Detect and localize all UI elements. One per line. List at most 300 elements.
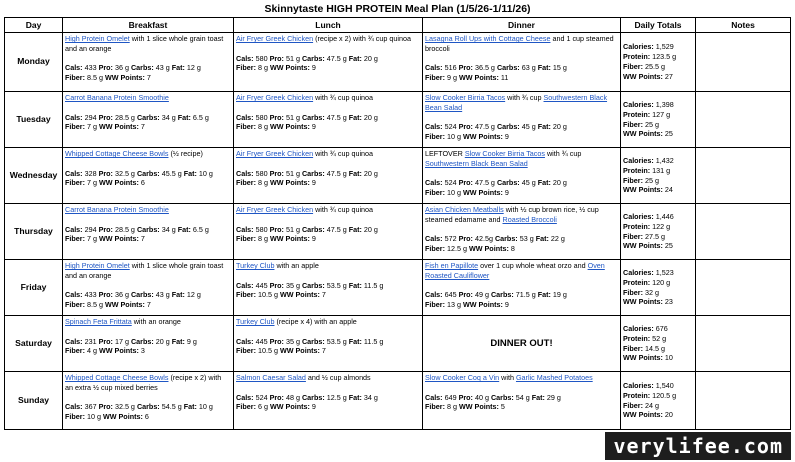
macro-value: 12.5 g	[324, 392, 347, 402]
macro-value: 10 g	[84, 412, 103, 422]
macro-value: 8	[508, 244, 515, 254]
macro-value: 32.5 g	[112, 168, 135, 178]
macro-value: 445	[253, 336, 268, 346]
header-row	[5, 18, 791, 33]
macro-value: 51 g	[283, 112, 300, 122]
total-value: 1,529	[653, 42, 674, 52]
macro-label: Cals:	[65, 112, 83, 122]
macro-value: 10 g	[196, 168, 213, 178]
macro-value: 45.5 g	[159, 168, 182, 178]
fiber-ww-line	[425, 188, 618, 198]
macro-label: Cals:	[236, 53, 254, 63]
macros-line	[236, 54, 420, 64]
macro-label: Carbs:	[496, 122, 520, 132]
total-value: 1,432	[653, 155, 674, 165]
macro-label: Fat:	[348, 336, 362, 346]
spacer	[236, 383, 420, 393]
recipe-link[interactable]: Slow Cooker Coq a Vin	[425, 373, 500, 382]
recipe-link[interactable]: Slow Cooker Birria Tacos	[464, 149, 545, 158]
meal-description: with ¾ cup quinoa	[313, 205, 374, 214]
macro-value: 47.5 g	[472, 178, 495, 188]
spacer	[236, 215, 420, 225]
total-label: Calories:	[623, 380, 654, 390]
breakfast-cell	[63, 33, 234, 92]
lunch-cell	[234, 372, 423, 430]
fiber-ww-line	[65, 234, 231, 244]
total-line	[623, 232, 693, 242]
macro-label: Fat:	[348, 53, 362, 63]
macro-label: WW Points:	[269, 63, 310, 73]
macro-label: Cals:	[425, 290, 443, 300]
total-label: WW Points:	[623, 185, 663, 195]
macro-value: 47.5 g	[472, 122, 495, 132]
day-row	[5, 204, 791, 260]
total-label: Calories:	[623, 211, 654, 221]
macro-label: Cals:	[65, 168, 83, 178]
macro-label: Carbs:	[494, 234, 518, 244]
macro-value: 71.5 g	[513, 290, 536, 300]
macro-label: WW Points:	[104, 73, 145, 83]
total-label: Protein:	[623, 52, 651, 62]
macro-value: 20 g	[361, 53, 378, 63]
macro-value: 36 g	[112, 63, 129, 73]
macro-label: WW Points:	[98, 122, 139, 132]
macro-value: 35 g	[283, 336, 300, 346]
dinner-cell	[423, 372, 621, 430]
meal-description: over 1 cup whole wheat orzo and	[478, 261, 588, 270]
total-value: 27	[662, 71, 673, 81]
lunch-cell	[234, 204, 423, 260]
total-value: 24 g	[642, 400, 659, 410]
macro-value: 11.5 g	[361, 280, 384, 290]
header-daily-totals: Daily Totals	[621, 18, 696, 33]
macro-label: Fiber:	[236, 290, 256, 300]
macro-value: 12 g	[184, 290, 201, 300]
macro-value: 649	[442, 392, 457, 402]
macro-value: 40 g	[472, 392, 489, 402]
total-label: Calories:	[623, 99, 654, 109]
macro-label: Fat:	[171, 336, 185, 346]
notes-cell[interactable]	[696, 260, 791, 316]
macro-value: 36.5 g	[472, 63, 495, 73]
macro-value: 45 g	[519, 178, 536, 188]
macro-value: 645	[442, 290, 457, 300]
macro-value: 22 g	[548, 234, 565, 244]
total-label: Protein:	[623, 109, 651, 119]
macro-value: 328	[82, 168, 97, 178]
spacer	[65, 327, 231, 337]
recipe-link[interactable]: Turkey Club	[236, 261, 275, 270]
day-label: Saturday	[5, 316, 63, 372]
total-value: 1,398	[653, 99, 674, 109]
macro-value: 51 g	[283, 168, 300, 178]
macro-value: 7	[319, 290, 326, 300]
macros-line	[425, 393, 618, 403]
total-line	[623, 185, 693, 195]
total-label: WW Points:	[623, 241, 663, 251]
macro-label: Cals:	[425, 122, 443, 132]
macro-value: 367	[82, 402, 97, 412]
macro-value: 8 g	[255, 63, 270, 73]
recipe-link[interactable]: Oven Roasted Cauliflower	[425, 261, 605, 280]
macros-line	[236, 281, 420, 291]
total-label: Fiber:	[623, 400, 643, 410]
spacer	[425, 281, 618, 291]
total-label: Protein:	[623, 277, 651, 287]
total-label: Fiber:	[623, 62, 643, 71]
macro-value: 29 g	[544, 392, 561, 402]
total-value: 10	[662, 353, 673, 363]
header-breakfast: Breakfast	[63, 18, 234, 33]
notes-cell[interactable]	[696, 148, 791, 204]
macro-label: Pro:	[98, 168, 113, 178]
total-label: Fiber:	[623, 231, 643, 241]
macro-value: 6.5 g	[190, 224, 209, 234]
macro-label: WW Points:	[104, 300, 145, 310]
macros-line	[65, 63, 231, 73]
day-row	[5, 92, 791, 148]
macro-value: 9	[309, 402, 316, 412]
recipe-link[interactable]: Carrot Banana Protein Smoothie	[65, 205, 169, 214]
total-label: Calories:	[623, 155, 654, 165]
macro-label: Fat:	[348, 224, 362, 234]
macro-value: 7	[138, 234, 145, 244]
macro-value: 13 g	[444, 300, 463, 310]
macro-value: 42.5g	[472, 234, 493, 244]
macro-value: 9	[502, 188, 509, 198]
macro-value: 9	[309, 178, 316, 188]
macro-label: Pro:	[269, 112, 284, 122]
spacer	[236, 271, 420, 281]
recipe-link[interactable]: High Protein Omelet	[65, 34, 130, 43]
total-line	[623, 100, 693, 110]
macro-label: Fiber:	[425, 300, 445, 310]
macro-label: Carbs:	[301, 168, 325, 178]
macro-label: Fat:	[531, 392, 545, 402]
lunch-cell	[234, 92, 423, 148]
total-line	[623, 176, 693, 186]
fiber-ww-line	[425, 402, 618, 412]
meal-description: with ¾ cup	[505, 93, 544, 102]
macro-value: 8.5 g	[84, 73, 105, 83]
macro-label: Fat:	[171, 290, 185, 300]
macro-label: Carbs:	[496, 178, 520, 188]
macro-label: WW Points:	[468, 244, 509, 254]
macro-value: 8 g	[255, 234, 270, 244]
macro-value: 433	[82, 63, 97, 73]
macro-label: WW Points:	[462, 188, 503, 198]
macros-line	[236, 113, 420, 123]
header-notes: Notes	[696, 18, 791, 33]
total-value: 1,540	[653, 380, 674, 390]
macro-label: WW Points:	[462, 300, 503, 310]
total-line	[623, 62, 693, 72]
macro-label: Fiber:	[236, 122, 256, 132]
recipe-link[interactable]: Spinach Feta Frittata	[65, 317, 132, 326]
total-line	[623, 278, 693, 288]
spacer	[425, 113, 618, 123]
total-value: 1,523	[653, 267, 674, 277]
macro-value: 43 g	[153, 63, 170, 73]
fiber-ww-line	[65, 346, 231, 356]
recipe-link[interactable]: Air Fryer Greek Chicken	[236, 34, 314, 43]
meal-description: (recipe x 2) with an extra ½ cup mixed berries	[65, 373, 222, 392]
recipe-link[interactable]: Air Fryer Greek Chicken	[236, 93, 314, 102]
macros-line	[425, 63, 618, 73]
macro-value: 8 g	[444, 402, 459, 412]
macro-label: Carbs:	[490, 392, 514, 402]
macro-label: Pro:	[458, 290, 473, 300]
recipe-link[interactable]: Southwestern Black Bean Salad	[425, 93, 608, 112]
macro-label: Fat:	[348, 392, 362, 402]
macro-value: 580	[253, 53, 268, 63]
meal-description: with ½ cup brown rice, ½ cup steamed edamame and	[425, 205, 599, 224]
macro-label: Fat:	[535, 234, 549, 244]
macro-value: 20 g	[550, 178, 567, 188]
macro-value: 445	[253, 280, 268, 290]
total-value: 24	[662, 185, 673, 195]
notes-cell[interactable]	[696, 204, 791, 260]
macro-label: Fat:	[348, 168, 362, 178]
macro-label: Pro:	[98, 224, 113, 234]
macro-value: 433	[82, 290, 97, 300]
macro-value: 34 g	[159, 112, 176, 122]
macro-label: Cals:	[425, 178, 443, 188]
recipe-link[interactable]: Air Fryer Greek Chicken	[236, 149, 314, 158]
macro-value: 8.5 g	[84, 300, 105, 310]
total-label: Fiber:	[623, 287, 643, 297]
macro-value: 47.5 g	[324, 168, 347, 178]
fiber-ww-line	[236, 178, 420, 188]
header-lunch: Lunch	[234, 18, 423, 33]
macro-label: Pro:	[269, 280, 284, 290]
macro-label: Pro:	[269, 168, 284, 178]
macro-value: 43 g	[153, 290, 170, 300]
fiber-ww-line	[65, 412, 231, 422]
spacer	[236, 159, 420, 169]
spacer	[425, 169, 618, 179]
total-line	[623, 401, 693, 411]
spacer	[65, 54, 231, 64]
macros-line	[236, 169, 420, 179]
macro-value: 20 g	[361, 224, 378, 234]
meal-description: with 1 slice whole grain toast and an orange	[65, 34, 224, 53]
daily-totals-cell	[621, 260, 696, 316]
macro-label: Fiber:	[65, 234, 85, 244]
macro-value: 4 g	[84, 346, 99, 356]
meal-prefix: LEFTOVER	[425, 149, 465, 158]
total-value: 131 g	[650, 165, 671, 175]
macro-value: 51 g	[283, 224, 300, 234]
spacer	[65, 159, 231, 169]
header-dinner: Dinner	[423, 18, 621, 33]
macro-label: Cals:	[236, 168, 254, 178]
recipe-link[interactable]: Air Fryer Greek Chicken	[236, 205, 314, 214]
notes-cell[interactable]	[696, 33, 791, 92]
macro-value: 10 g	[196, 402, 213, 412]
total-label: WW Points:	[623, 353, 663, 363]
macro-value: 45 g	[519, 122, 536, 132]
macro-label: WW Points:	[98, 346, 139, 356]
total-line	[623, 241, 693, 251]
macro-value: 9	[309, 122, 316, 132]
macros-line	[425, 290, 618, 300]
macro-label: Carbs:	[301, 280, 325, 290]
dinner-cell	[423, 204, 621, 260]
fiber-ww-line	[425, 244, 618, 254]
spacer	[425, 54, 618, 64]
macro-label: Fiber:	[236, 63, 256, 73]
notes-cell[interactable]	[696, 316, 791, 372]
recipe-link[interactable]: Slow Cooker Birria Tacos	[425, 93, 506, 102]
lunch-cell	[234, 33, 423, 92]
macros-line	[65, 402, 231, 412]
daily-totals-cell	[621, 204, 696, 260]
day-row	[5, 372, 791, 430]
macro-label: Fat:	[183, 168, 197, 178]
macro-label: Fat:	[537, 178, 551, 188]
macro-value: 10.5 g	[255, 346, 280, 356]
total-label: WW Points:	[623, 71, 663, 81]
total-line	[623, 222, 693, 232]
macro-label: Carbs:	[490, 290, 514, 300]
macro-label: WW Points:	[279, 290, 320, 300]
recipe-link[interactable]: Asian Chicken Meatballs	[425, 205, 504, 214]
total-label: Protein:	[623, 165, 651, 175]
fiber-ww-line	[236, 346, 420, 356]
macro-label: Fiber:	[65, 122, 85, 132]
total-label: Calories:	[623, 42, 654, 52]
total-line	[623, 381, 693, 391]
spacer	[236, 327, 420, 337]
recipe-link[interactable]: High Protein Omelet	[65, 261, 130, 270]
recipe-link[interactable]: Roasted Broccoli	[502, 214, 557, 224]
macros-line	[65, 225, 231, 235]
macro-value: 8 g	[255, 178, 270, 188]
macro-value: 7	[319, 346, 326, 356]
fiber-ww-line	[65, 73, 231, 83]
fiber-ww-line	[425, 73, 618, 83]
breakfast-cell	[63, 260, 234, 316]
notes-cell[interactable]	[696, 372, 791, 430]
total-value: 1,446	[653, 211, 674, 221]
macro-label: Fiber:	[236, 402, 256, 412]
macro-value: 53 g	[517, 234, 534, 244]
recipe-link[interactable]: Salmon Caesar Salad	[236, 373, 306, 382]
recipe-link[interactable]: Turkey Club	[236, 317, 275, 326]
total-value: 120 g	[650, 277, 671, 287]
macro-value: 34 g	[159, 224, 176, 234]
watermark: verylifee.com	[605, 432, 791, 460]
total-value: 120.5 g	[650, 390, 677, 400]
total-line	[623, 353, 693, 363]
macro-label: Pro:	[269, 336, 284, 346]
macro-label: Fiber:	[236, 346, 256, 356]
total-value: 52 g	[650, 333, 667, 343]
macro-value: 5	[498, 402, 505, 412]
total-line	[623, 72, 693, 82]
macro-label: Fiber:	[65, 178, 85, 188]
macro-value: 28.5 g	[112, 224, 135, 234]
breakfast-cell	[63, 148, 234, 204]
macro-label: WW Points:	[458, 402, 499, 412]
recipe-link[interactable]: Lasagna Roll Ups with Cottage Cheese	[425, 34, 551, 43]
macro-label: Fiber:	[236, 178, 256, 188]
meal-description: and ½ cup almonds	[305, 373, 371, 382]
macro-label: Fat:	[171, 63, 185, 73]
macros-line	[65, 169, 231, 179]
macro-value: 11	[498, 73, 509, 83]
macro-value: 6	[142, 412, 149, 422]
macro-value: 10.5 g	[255, 290, 280, 300]
day-label: Thursday	[5, 204, 63, 260]
recipe-link[interactable]: Whipped Cottage Cheese Bowls	[65, 373, 169, 382]
total-value: 23	[662, 297, 673, 307]
macros-line	[236, 337, 420, 347]
total-line	[623, 42, 693, 52]
lunch-cell	[234, 148, 423, 204]
macro-label: Carbs:	[130, 290, 154, 300]
macro-label: Cals:	[65, 63, 83, 73]
daily-totals-cell	[621, 148, 696, 204]
lunch-cell	[234, 316, 423, 372]
day-row	[5, 260, 791, 316]
macro-value: 32.5 g	[112, 402, 135, 412]
macro-label: Pro:	[458, 392, 473, 402]
macro-value: 524	[442, 178, 457, 188]
breakfast-cell	[63, 316, 234, 372]
macro-value: 8 g	[255, 122, 270, 132]
total-label: WW Points:	[623, 297, 663, 307]
macro-value: 580	[253, 112, 268, 122]
meal-description: and 1 cup steamed broccoli	[425, 34, 614, 53]
macro-label: Cals:	[65, 290, 83, 300]
macro-label: Carbs:	[130, 336, 154, 346]
macro-label: Fiber:	[65, 346, 85, 356]
recipe-link[interactable]: Garlic Mashed Potatoes	[515, 373, 593, 382]
recipe-link[interactable]: Southwestern Black Bean Salad	[425, 158, 528, 168]
macro-label: Fiber:	[425, 244, 445, 254]
macro-value: 20 g	[153, 336, 170, 346]
macro-value: 9	[502, 300, 509, 310]
daily-totals-cell	[621, 92, 696, 148]
total-value: 25.5 g	[642, 62, 665, 71]
spacer	[425, 383, 618, 393]
recipe-link[interactable]: Whipped Cottage Cheese Bowls	[65, 149, 169, 158]
macro-label: Carbs:	[136, 224, 160, 234]
macro-label: Pro:	[98, 63, 113, 73]
fiber-ww-line	[236, 234, 420, 244]
recipe-link[interactable]: Carrot Banana Protein Smoothie	[65, 93, 169, 102]
meal-description: with ¾ cup quinoa	[313, 149, 374, 158]
macros-line	[236, 393, 420, 403]
macro-value: 580	[253, 168, 268, 178]
breakfast-cell	[63, 204, 234, 260]
macro-label: Cals:	[425, 234, 443, 244]
macro-label: Fiber:	[425, 402, 445, 412]
notes-cell[interactable]	[696, 92, 791, 148]
macro-label: WW Points:	[269, 122, 310, 132]
macro-value: 7 g	[84, 178, 99, 188]
macro-label: Cals:	[65, 402, 83, 412]
total-line	[623, 110, 693, 120]
total-line	[623, 268, 693, 278]
total-line	[623, 391, 693, 401]
total-label: WW Points:	[623, 410, 663, 420]
dinner-cell	[423, 148, 621, 204]
macro-value: 7	[144, 73, 151, 83]
recipe-link[interactable]: Fish en Papillote	[425, 261, 479, 270]
